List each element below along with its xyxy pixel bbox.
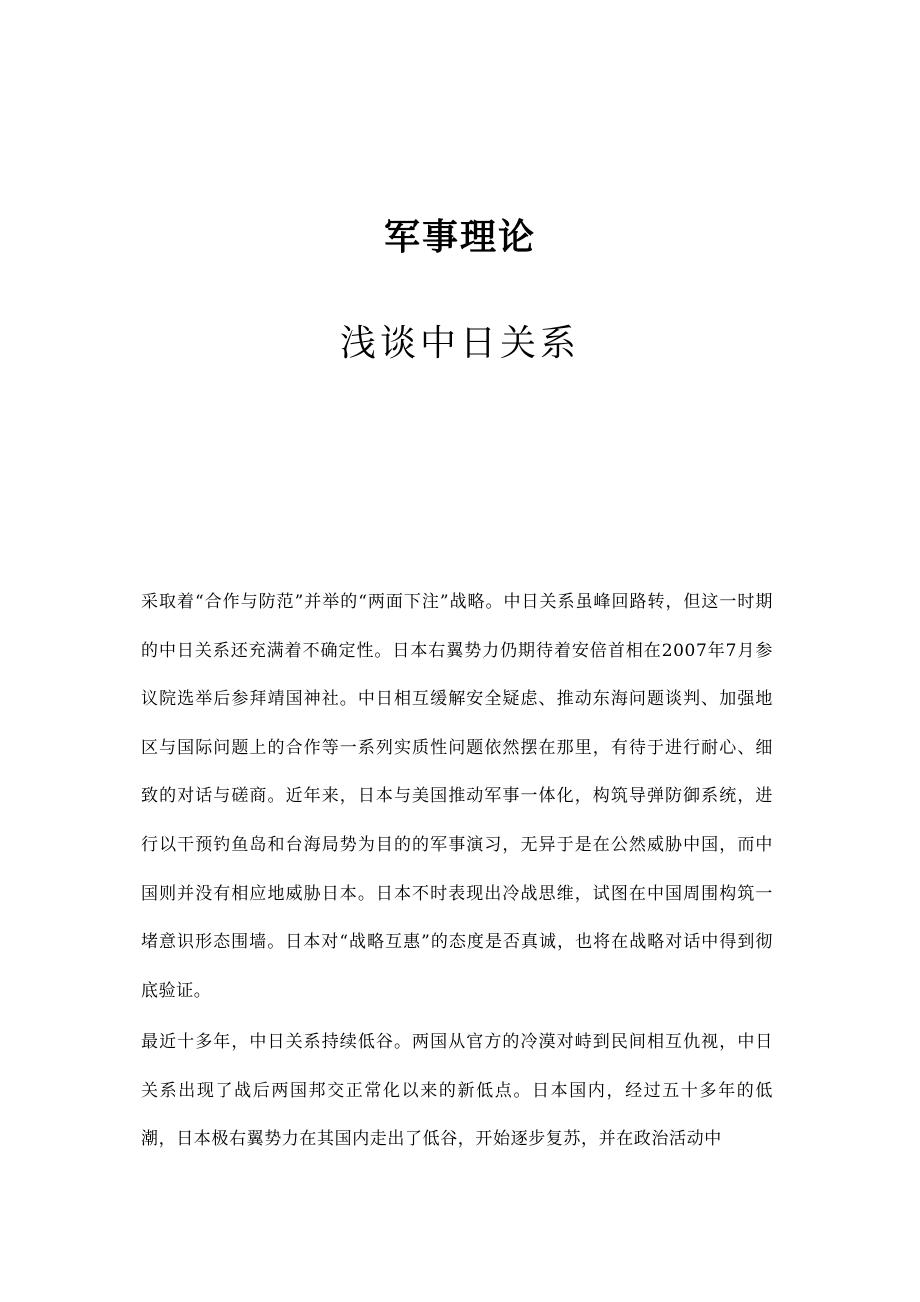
body-paragraph-1: 采取着“合作与防范”并举的“两面下注”战略。中日关系虽峰回路转，但这一时期的中日关系还充满着不确定性。日本右翼势力仍期待着安倍首相在2007年7月参议院选举后参拜靖国神社。中日相互缓解安全疑虑、推动东海问题谈判、加强地区与国际问题上的合作等一系列实质性问题依然摆在那里，有待于进行耐心、细致的对话与磋商。近年来，日本与美国推动军事一体化，构筑导弹防御系统，进行以干预钓鱼岛和台海局势为目的的军事演习，无异于是在公然威胁中国，而中国则并没有相应地威胁日本。日本不时表现出冷战思维，试图在中国周围构筑一堵意识形态围墙。日本对“战略互惠”的态度是否真诚，也将在战略对话中得到彻底验证。 xyxy=(141,592,773,1001)
document-subtitle: 浅谈中日关系 xyxy=(339,323,580,364)
body-paragraph-2: 最近十多年，中日关系持续低谷。两国从官方的冷漠对峙到民间相互仇视，中日关系出现了战后两国邦交正常化以来的新低点。日本国内，经过五十多年的低潮，日本极右翼势力在其国内走出了低谷，开始逐步复苏，并在政治活动中 xyxy=(141,1032,773,1150)
document-title: 军事理论 xyxy=(383,217,536,258)
